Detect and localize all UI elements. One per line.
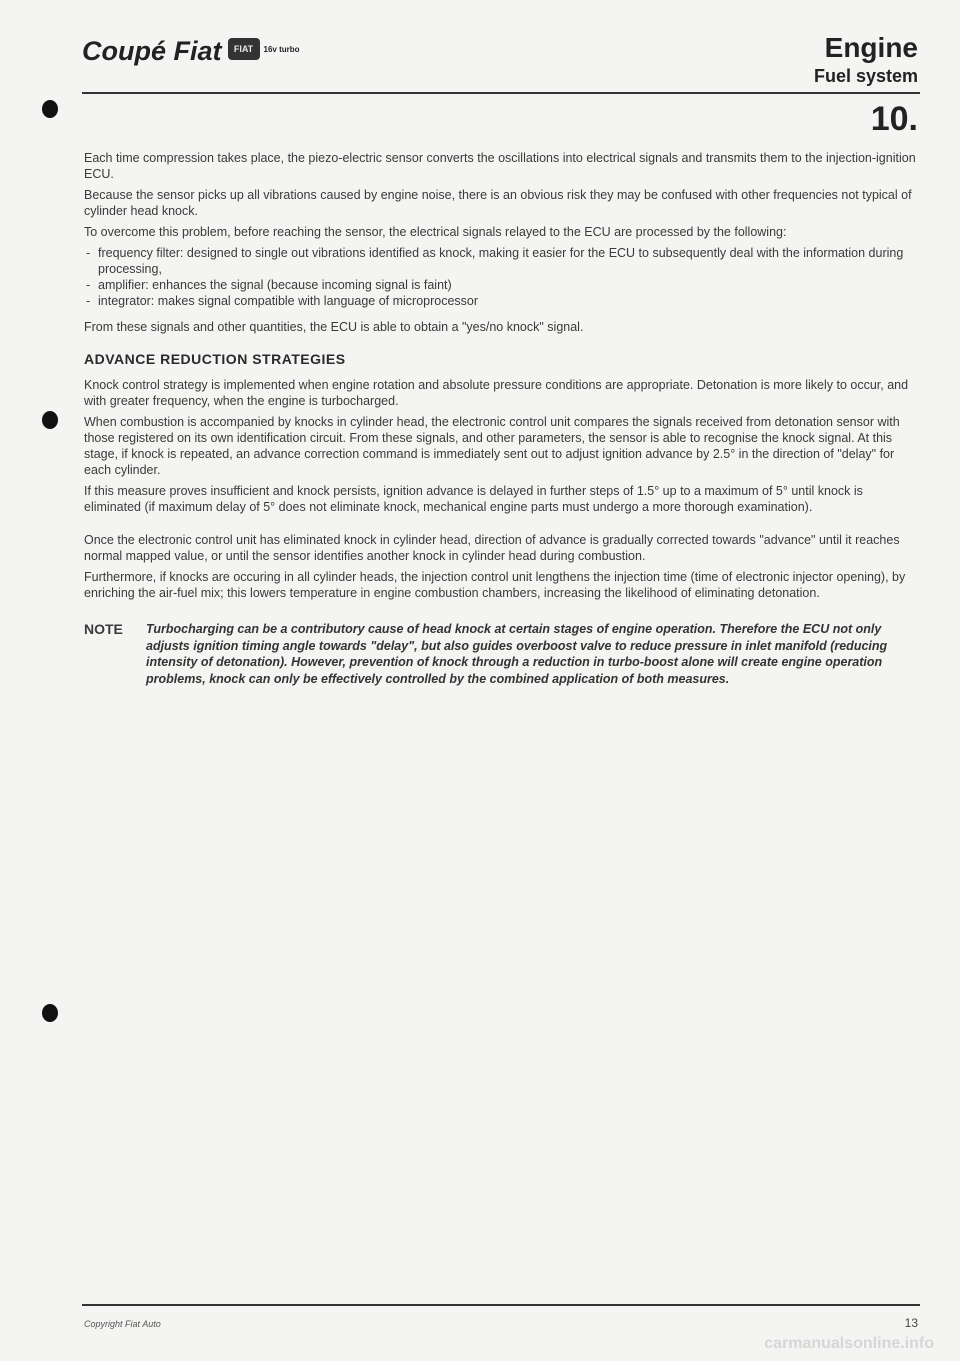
section-heading: ADVANCE REDUCTION STRATEGIES xyxy=(84,351,346,367)
spacer xyxy=(84,520,920,532)
paragraph: When combustion is accompanied by knocks in cylinder head, the electronic control unit compares the signals received from detonation sensor with those registered on its own identification circuit. From these signals, and other parameters, the sensor is able to recognise the knock signal. At this stage, if knock is repeated, an advance correction command is immediately sent out to adjust ignition advance by 2.5° in the direction of "delay" for each cylinder. xyxy=(84,415,900,477)
copyright-text: Copyright Fiat Auto xyxy=(84,1319,161,1329)
page-code: 10. xyxy=(870,100,918,138)
page-content xyxy=(84,150,920,687)
fiat-logo-icon: FIAT xyxy=(228,38,260,60)
brand-name: Coupé Fiat xyxy=(82,36,222,66)
binder-hole-3 xyxy=(42,1004,58,1022)
paragraph: If this measure proves insufficient and knock persists, ignition advance is delayed in further steps of 1.5° up to a maximum of 5° until knock is eliminated (if maximum delay of 5° does not eliminate knock, mechanical engine parts must undergo a more thorough examination). xyxy=(84,484,863,514)
footer-rule xyxy=(82,1304,920,1306)
subsection-title: Fuel system xyxy=(813,66,918,86)
brand-title xyxy=(82,36,300,67)
paragraph: Once the electronic control unit has eliminated knock in cylinder head, direction of advance is gradually corrected towards "advance" until it reaches normal mapped value, or until the sensor identifies another knock in cylinder head during combustion. xyxy=(84,533,900,563)
model-variant: 16v turbo xyxy=(263,45,300,55)
paragraph: To overcome this problem, before reaching the sensor, the electrical signals relayed to the ECU are processed by the following: xyxy=(84,225,787,239)
list-item: - frequency filter: designed to single out vibrations identified as knock, making it easier for the ECU to subsequently deal with the information during processing, xyxy=(84,245,920,277)
note-block xyxy=(84,621,920,687)
list-item: - amplifier: enhances the signal (because incoming signal is faint) xyxy=(84,277,920,293)
binder-hole-2 xyxy=(42,411,58,429)
page-number: 13 xyxy=(904,1316,918,1330)
note-label: NOTE xyxy=(84,621,123,637)
paragraph: Knock control strategy is implemented when engine rotation and absolute pressure conditions are appropriate. Detonation is more likely to occur, and with greater frequency, when the engine is turbocharged. xyxy=(84,378,909,408)
paragraph: Furthermore, if knocks are occuring in all cylinder heads, the injection control unit lengthens the injection time (time of electronic injector opening), by enriching the air-fuel mix; this lowers temperature in engine combustion chambers, increasing the likelihood of eliminating detonation. xyxy=(84,570,906,600)
binder-hole-1 xyxy=(42,100,58,118)
paragraph: From these signals and other quantities, the ECU is able to obtain a "yes/no knock" signal. xyxy=(84,320,584,334)
page-header xyxy=(82,30,920,90)
paragraph: Because the sensor picks up all vibrations caused by engine noise, there is an obvious risk they may be confused with other frequencies not typical of cylinder head knock. xyxy=(84,188,912,218)
list-item: - integrator: makes signal compatible with language of microprocessor xyxy=(84,293,920,309)
note-text: Turbocharging can be a contributory cause of head knock at certain stages of engine operation. Therefore the ECU not only adjusts ignition timing angle towards "delay", but also guides overboost valve to reduce pressure in inlet manifold (reducing intensity of detonation). However, prevention of knock through a reduction in turbo-boost alone will create engine operation problems, knock can only be effectively controlled by the combined application of both measures. xyxy=(146,622,888,686)
paragraph: Each time compression takes place, the piezo-electric sensor converts the oscillations into electrical signals and transmits them to the injection-ignition ECU. xyxy=(84,151,916,181)
watermark: carmanualsonline.info xyxy=(764,1335,934,1352)
header-rule xyxy=(82,92,920,94)
filter-list xyxy=(84,245,920,309)
section-title: Engine xyxy=(824,32,918,63)
